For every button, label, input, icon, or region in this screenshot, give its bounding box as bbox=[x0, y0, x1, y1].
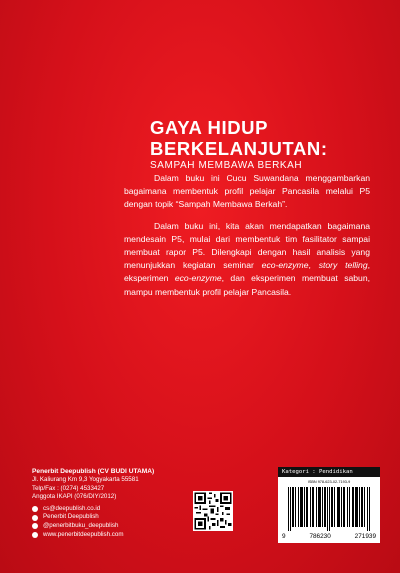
isbn-barcode bbox=[278, 467, 380, 543]
barcode-left-digits: 786230 bbox=[309, 533, 331, 540]
publisher-info bbox=[32, 468, 192, 539]
contact-instagram-text: @penerbitbuku_deepublish bbox=[43, 521, 119, 529]
contact-email bbox=[32, 505, 192, 514]
publisher-ikapi: Anggota IKAPI (076/DIY/2012) bbox=[32, 493, 117, 501]
synopsis-paragraph-1: Dalam buku ini Cucu Suwandana menggambarkan bagaimana membentuk profil pelajar Pancasila melalui P5 dengan topik “Sampah Membawa Berkah”. bbox=[124, 173, 370, 210]
instagram-icon bbox=[32, 523, 38, 529]
publisher-contacts bbox=[32, 505, 192, 539]
paragraph-2-text-a: Dalam buku ini, kita akan mendapatkan bagaimana mendesain P5, mulai dari membentuk tim fasilitator sampai membuat rapor P5. Dilengkapi dengan hasil analisis yang menunjukkan kegiatan seminar bbox=[124, 220, 370, 271]
contact-instagram bbox=[32, 522, 192, 531]
barcode-area bbox=[278, 477, 380, 543]
emphasis-eco-enzyme-2: eco-enzyme bbox=[174, 273, 222, 284]
contact-website-text: www.penerbitdeepublish.com bbox=[43, 530, 124, 538]
paragraph-2-sep-2: , eksperimen bbox=[124, 260, 370, 284]
emphasis-eco-enzyme-1: eco-enzyme bbox=[261, 260, 309, 271]
synopsis-paragraph-2 bbox=[124, 220, 370, 299]
title-line-1: GAYA HIDUP bbox=[150, 117, 269, 138]
email-icon bbox=[32, 506, 38, 512]
contact-website bbox=[32, 530, 192, 539]
publisher-phone: Telp/Fax : (0274) 4533427 bbox=[32, 484, 105, 492]
barcode-digits bbox=[282, 533, 376, 540]
emphasis-story-telling: story telling bbox=[318, 260, 368, 271]
contact-facebook-text: Penerbit Deepublish bbox=[43, 513, 99, 521]
category-label: Kategori : Pendidikan bbox=[278, 467, 380, 477]
title-line-2: BERKELANJUTAN: bbox=[150, 138, 328, 159]
book-title bbox=[150, 117, 375, 171]
barcode-first-digit: 9 bbox=[282, 533, 286, 540]
facebook-icon bbox=[32, 515, 38, 521]
barcode-bars bbox=[288, 487, 370, 531]
synopsis bbox=[124, 172, 370, 307]
paragraph-2-sep-1: , bbox=[308, 260, 319, 271]
publisher-address: Jl. Kaliurang Km 9,3 Yogyakarta 55581 bbox=[32, 476, 139, 484]
contact-email-text: cs@deepublish.co.id bbox=[43, 504, 101, 512]
contact-facebook bbox=[32, 513, 192, 522]
book-subtitle: SAMPAH MEMBAWA BERKAH bbox=[150, 160, 303, 171]
publisher-name: Penerbit Deepublish (CV BUDI UTAMA) bbox=[32, 468, 155, 475]
barcode-right-digits: 271939 bbox=[354, 533, 376, 540]
globe-icon bbox=[32, 532, 38, 538]
qr-code-icon bbox=[193, 491, 233, 531]
isbn-number: ISBN 978-623-02-7193-9 bbox=[307, 480, 351, 484]
paragraph-2-text-b: , dan eksperimen membuat sabun, mampu membentuk profil pelajar Pancasila. bbox=[124, 273, 371, 297]
